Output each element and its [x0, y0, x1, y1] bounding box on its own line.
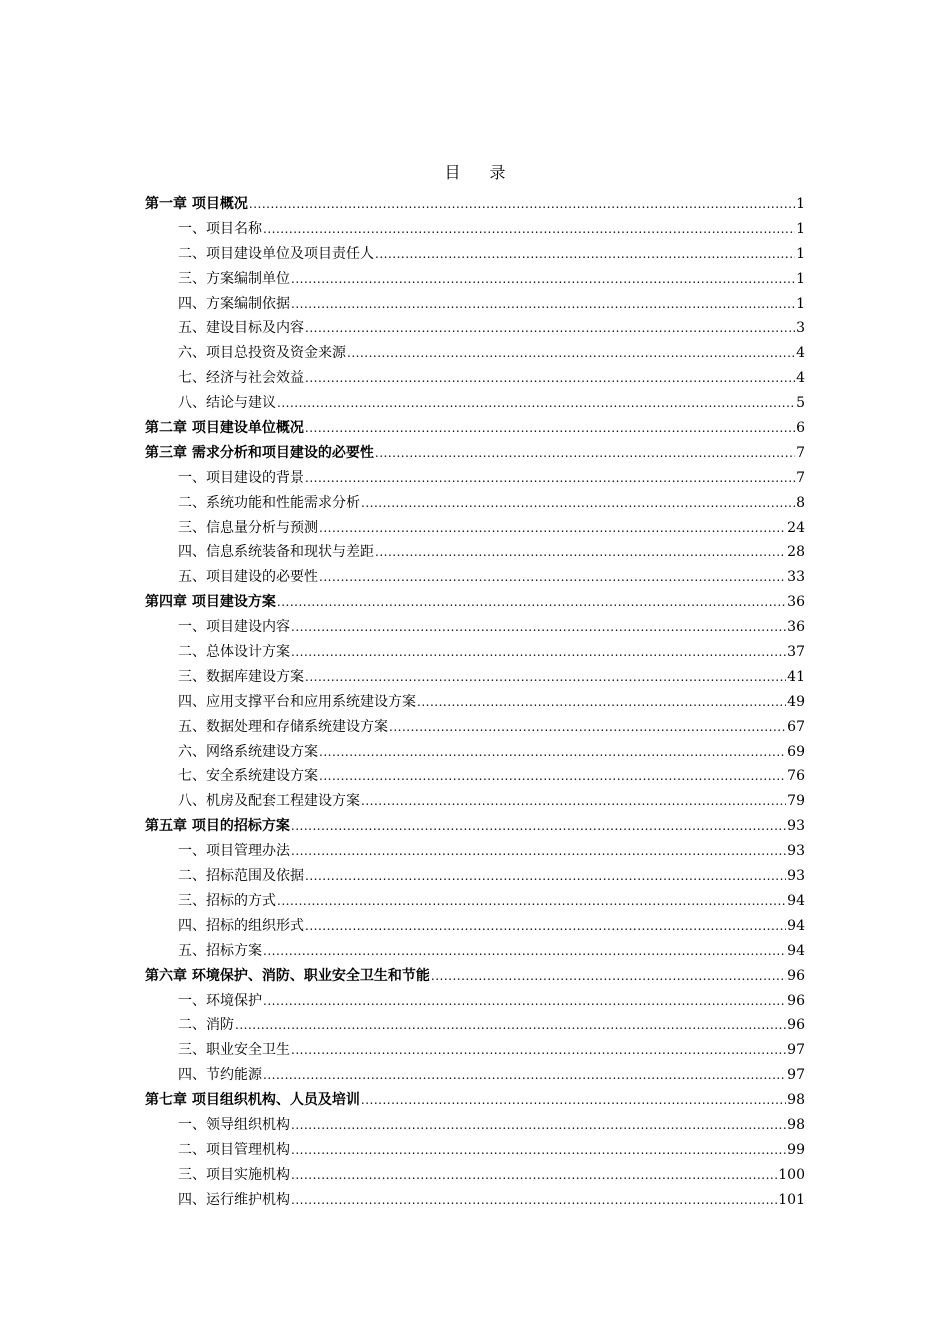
- toc-section-entry[interactable]: [145, 839, 805, 864]
- toc-dot-leader: [305, 316, 795, 341]
- toc-dot-leader: [277, 590, 786, 615]
- toc-page-number: 33: [787, 569, 805, 586]
- toc-entry-label: 五、建设目标及内容: [178, 320, 304, 337]
- toc-dot-leader: [291, 267, 795, 292]
- toc-dot-leader: [291, 814, 786, 839]
- toc-section-entry[interactable]: [145, 1013, 805, 1038]
- toc-section-entry[interactable]: [145, 764, 805, 789]
- toc-chapter-entry[interactable]: [145, 1088, 805, 1113]
- toc-section-entry[interactable]: [145, 540, 805, 565]
- toc-dot-leader: [263, 989, 786, 1014]
- toc-entry-label: 二、项目建设单位及项目责任人: [178, 245, 374, 262]
- toc-dot-leader: [291, 1113, 786, 1138]
- toc-entry-label: 第一章 项目概况: [145, 196, 248, 212]
- toc-section-entry[interactable]: [145, 1063, 805, 1088]
- toc-page-number: 4: [796, 370, 805, 387]
- toc-page-number: 1: [796, 245, 805, 262]
- toc-entry-label: 二、招标范围及依据: [178, 868, 304, 885]
- toc-dot-leader: [319, 740, 786, 765]
- toc-entry-label: 五、项目建设的必要性: [178, 569, 318, 586]
- toc-entry-label: 七、经济与社会效益: [178, 370, 304, 387]
- toc-page-number: 7: [796, 469, 805, 486]
- toc-dot-leader: [263, 217, 795, 242]
- toc-section-entry[interactable]: [145, 665, 805, 690]
- toc-dot-leader: [305, 416, 795, 441]
- toc-page-number: 67: [787, 718, 805, 735]
- toc-dot-leader: [361, 491, 795, 516]
- toc-dot-leader: [347, 341, 795, 366]
- toc-entry-label: 一、项目建设内容: [178, 619, 290, 636]
- toc-page-number: 36: [787, 619, 805, 636]
- toc-entry-label: 一、项目建设的背景: [178, 469, 304, 486]
- toc-section-entry[interactable]: [145, 267, 805, 292]
- toc-entry-label: 第四章 项目建设方案: [145, 594, 276, 611]
- toc-chapter-entry[interactable]: [145, 416, 805, 441]
- toc-page-number: 3: [796, 320, 805, 337]
- toc-page-number: 96: [787, 992, 805, 1009]
- toc-page-number: 94: [787, 917, 805, 934]
- toc-section-entry[interactable]: [145, 715, 805, 740]
- toc-page-number: 93: [787, 843, 805, 860]
- toc-entry-label: 一、领导组织机构: [178, 1116, 290, 1133]
- toc-page-number: 101: [778, 1191, 805, 1208]
- toc-entry-label: 四、方案编制依据: [178, 295, 290, 312]
- toc-entry-label: 四、节约能源: [178, 1067, 262, 1084]
- toc-dot-leader: [291, 292, 795, 317]
- toc-dot-leader: [375, 441, 795, 466]
- toc-section-entry[interactable]: [145, 341, 805, 366]
- toc-entry-label: 第六章 环境保护、消防、职业安全卫生和节能: [145, 967, 430, 984]
- toc-dot-leader: [291, 1188, 777, 1213]
- toc-page-number: 1: [796, 220, 805, 237]
- toc-section-entry[interactable]: [145, 1138, 805, 1163]
- toc-dot-leader: [305, 864, 786, 889]
- toc-section-entry[interactable]: [145, 914, 805, 939]
- toc-chapter-entry[interactable]: [145, 814, 805, 839]
- toc-entry-label: 第三章 需求分析和项目建设的必要性: [145, 444, 374, 461]
- toc-dot-leader: [249, 192, 795, 217]
- toc-dot-leader: [319, 516, 786, 541]
- toc-page-number: 98: [787, 1092, 805, 1109]
- toc-section-entry[interactable]: [145, 466, 805, 491]
- toc-page-number: 37: [787, 644, 805, 661]
- toc-entry-label: 八、结论与建议: [178, 395, 276, 412]
- toc-page-number: 96: [787, 1017, 805, 1034]
- toc-dot-leader: [361, 789, 786, 814]
- toc-entry-label: 五、招标方案: [178, 942, 262, 959]
- toc-section-entry[interactable]: [145, 740, 805, 765]
- toc-dot-leader: [305, 466, 795, 491]
- toc-dot-leader: [305, 366, 795, 391]
- toc-section-entry[interactable]: [145, 292, 805, 317]
- toc-page-number: 1: [796, 196, 805, 212]
- toc-entry-label: 四、信息系统装备和现状与差距: [178, 544, 374, 561]
- toc-section-entry[interactable]: [145, 316, 805, 341]
- toc-section-entry[interactable]: [145, 565, 805, 590]
- toc-page-number: 36: [787, 594, 805, 611]
- toc-page-number: 5: [796, 395, 805, 412]
- toc-section-entry[interactable]: [145, 217, 805, 242]
- toc-page-number: 49: [787, 693, 805, 710]
- toc-section-entry[interactable]: [145, 889, 805, 914]
- toc-page-number: 97: [787, 1042, 805, 1059]
- toc-page-number: 41: [787, 668, 805, 685]
- toc-entry-label: 一、项目管理办法: [178, 843, 290, 860]
- toc-section-entry[interactable]: [145, 242, 805, 267]
- toc-entry-label: 二、总体设计方案: [178, 644, 290, 661]
- toc-page-number: 93: [787, 818, 805, 835]
- toc-page-number: 69: [787, 743, 805, 760]
- toc-entry-label: 三、方案编制单位: [178, 270, 290, 287]
- toc-entry-label: 二、消防: [178, 1017, 234, 1034]
- toc-section-entry[interactable]: [145, 1113, 805, 1138]
- toc-section-entry[interactable]: [145, 615, 805, 640]
- toc-dot-leader: [235, 1013, 786, 1038]
- toc-dot-leader: [319, 764, 786, 789]
- toc-chapter-entry[interactable]: [145, 590, 805, 615]
- toc-section-entry[interactable]: [145, 1188, 805, 1213]
- toc-entry-label: 五、数据处理和存储系统建设方案: [178, 718, 388, 735]
- toc-dot-leader: [263, 939, 786, 964]
- toc-dot-leader: [291, 839, 786, 864]
- toc-entry-label: 四、运行维护机构: [178, 1191, 290, 1208]
- toc-page-number: 6: [796, 420, 805, 437]
- toc-dot-leader: [291, 1038, 786, 1063]
- toc-dot-leader: [277, 391, 795, 416]
- toc-page-number: 93: [787, 868, 805, 885]
- toc-page-number: 94: [787, 892, 805, 909]
- toc-page-number: 99: [787, 1141, 805, 1158]
- toc-dot-leader: [305, 665, 786, 690]
- toc-entry-label: 六、项目总投资及资金来源: [178, 345, 346, 362]
- toc-dot-leader: [417, 690, 786, 715]
- toc-entry-label: 一、环境保护: [178, 992, 262, 1009]
- toc-dot-leader: [291, 1163, 777, 1188]
- toc-entry-label: 三、数据库建设方案: [178, 668, 304, 685]
- toc-dot-leader: [375, 540, 786, 565]
- toc-dot-leader: [305, 914, 786, 939]
- toc-title: 目 录: [444, 163, 518, 182]
- toc-chapter-entry[interactable]: [145, 964, 805, 989]
- toc-section-entry[interactable]: [145, 516, 805, 541]
- toc-dot-leader: [361, 1088, 786, 1113]
- toc-section-entry[interactable]: [145, 864, 805, 889]
- toc-entry-label: 二、项目管理机构: [178, 1141, 290, 1158]
- toc-entry-label: 第二章 项目建设单位概况: [145, 420, 304, 437]
- toc-entry-label: 三、信息量分析与预测: [178, 519, 318, 536]
- toc-section-entry[interactable]: [145, 1163, 805, 1188]
- toc-page-number: 1: [796, 270, 805, 287]
- toc-page-number: 97: [787, 1067, 805, 1084]
- toc-entry-label: 三、项目实施机构: [178, 1166, 290, 1183]
- toc-chapter-entry[interactable]: [145, 192, 805, 217]
- toc-entry-label: 第七章 项目组织机构、人员及培训: [145, 1092, 360, 1109]
- toc-entry-label: 二、系统功能和性能需求分析: [178, 494, 360, 511]
- toc-page-number: 100: [778, 1166, 805, 1183]
- toc-section-entry[interactable]: [145, 640, 805, 665]
- toc-entry-label: 第五章 项目的招标方案: [145, 818, 290, 835]
- toc-section-entry[interactable]: [145, 789, 805, 814]
- toc-entry-label: 六、网络系统建设方案: [178, 743, 318, 760]
- toc-dot-leader: [291, 1138, 786, 1163]
- toc-section-entry[interactable]: [145, 391, 805, 416]
- toc-list: [145, 192, 805, 1213]
- toc-page-number: 8: [796, 494, 805, 511]
- toc-section-entry[interactable]: [145, 939, 805, 964]
- toc-dot-leader: [431, 964, 786, 989]
- toc-entry-label: 四、应用支撑平台和应用系统建设方案: [178, 693, 416, 710]
- toc-dot-leader: [375, 242, 795, 267]
- toc-section-entry[interactable]: [145, 690, 805, 715]
- toc-dot-leader: [277, 889, 786, 914]
- toc-entry-label: 四、招标的组织形式: [178, 917, 304, 934]
- toc-dot-leader: [319, 565, 786, 590]
- toc-entry-label: 三、职业安全卫生: [178, 1042, 290, 1059]
- toc-page-number: 24: [787, 519, 805, 536]
- toc-page-number: 76: [787, 768, 805, 785]
- toc-page-number: 96: [787, 967, 805, 984]
- toc-section-entry[interactable]: [145, 491, 805, 516]
- toc-dot-leader: [389, 715, 786, 740]
- toc-page-number: 28: [787, 544, 805, 561]
- toc-entry-label: 七、安全系统建设方案: [178, 768, 318, 785]
- toc-dot-leader: [291, 615, 786, 640]
- toc-section-entry[interactable]: [145, 989, 805, 1014]
- toc-page-number: 4: [796, 345, 805, 362]
- toc-page-number: 79: [787, 793, 805, 810]
- toc-entry-label: 一、项目名称: [178, 220, 262, 237]
- toc-dot-leader: [263, 1063, 786, 1088]
- toc-page-number: 7: [796, 444, 805, 461]
- toc-section-entry[interactable]: [145, 1038, 805, 1063]
- toc-entry-label: 八、机房及配套工程建设方案: [178, 793, 360, 810]
- toc-section-entry[interactable]: [145, 366, 805, 391]
- toc-page-number: 94: [787, 942, 805, 959]
- toc-dot-leader: [291, 640, 786, 665]
- toc-entry-label: 三、招标的方式: [178, 892, 276, 909]
- toc-page-number: 98: [787, 1116, 805, 1133]
- toc-chapter-entry[interactable]: [145, 441, 805, 466]
- toc-page-number: 1: [796, 295, 805, 312]
